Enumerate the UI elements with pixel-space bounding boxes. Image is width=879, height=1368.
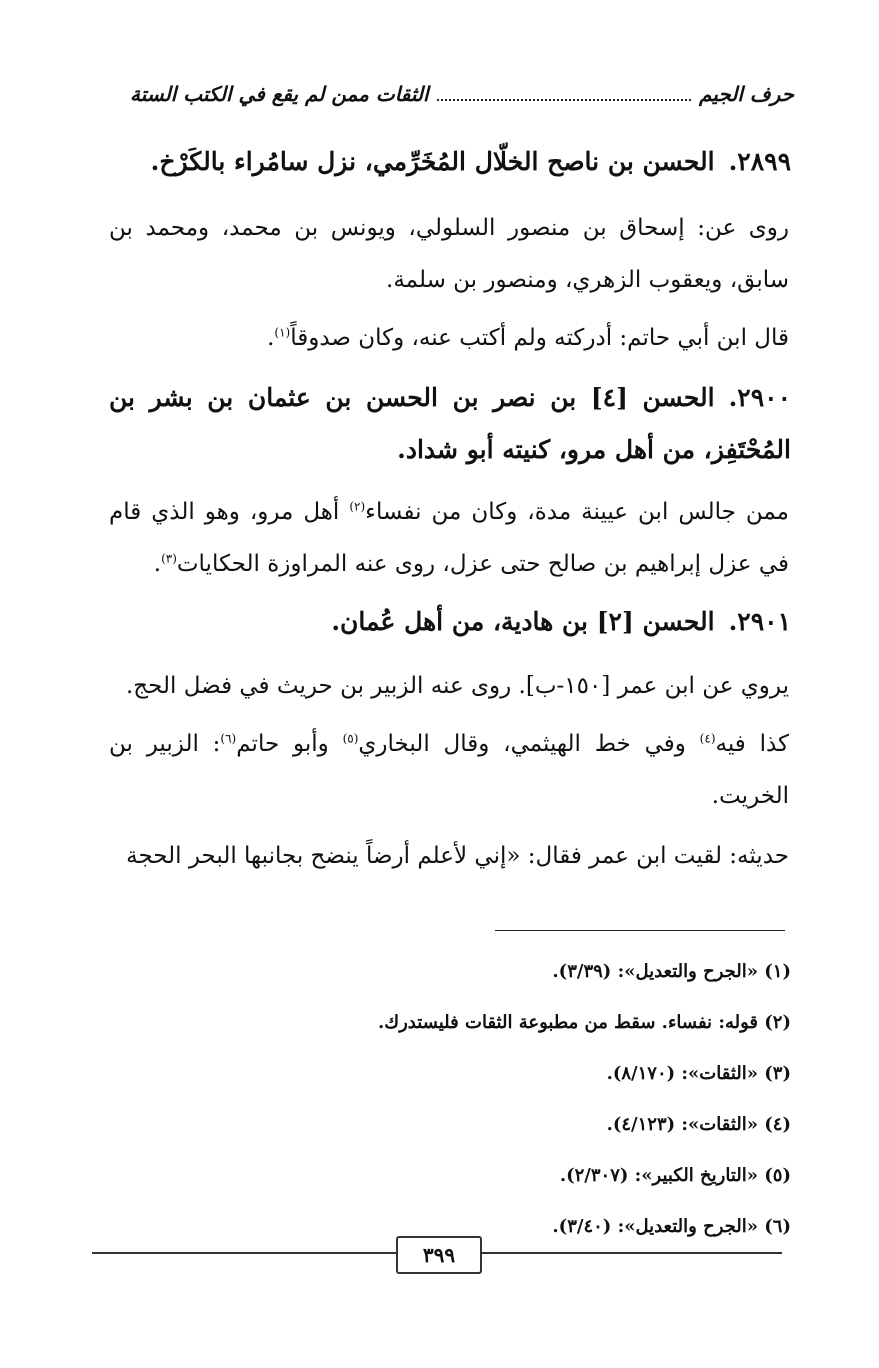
running-header — [130, 82, 794, 106]
entry-heading — [109, 136, 791, 188]
footnote-ref[interactable]: (٣) — [161, 551, 177, 566]
entry-number: ٢٩٠٠. — [728, 383, 792, 412]
footnote: (١) «الجرح والتعديل»: (٣/٣٩). — [552, 961, 791, 982]
paragraph: يروي عن ابن عمر [١٥٠-ب]. روى عنه الزبير بن حريث في فضل الحج. — [126, 673, 789, 699]
paragraph-text: ممن جالس ابن عيينة مدة، وكان من نفساء — [365, 499, 790, 525]
paragraph-text: كذا فيه — [715, 731, 789, 757]
entry-heading — [109, 372, 791, 476]
paragraph — [109, 718, 789, 822]
footnote-separator — [495, 930, 785, 931]
footnote-ref[interactable]: (٢) — [349, 499, 366, 514]
running-header-book: الثقات ممن لم يقع في الكتب الستة — [130, 82, 429, 106]
entry-heading — [109, 596, 791, 648]
entry-number: ٢٨٩٩. — [728, 147, 791, 176]
paragraph-text: : الزبير بن الخريت. — [109, 731, 789, 809]
paragraph: روى عن: إسحاق بن منصور السلولي، ويونس بن محمد، ومحمد بن سابق، ويعقوب الزهري، ومنصور بن سلمة. — [109, 215, 789, 293]
footnote: (٥) «التاريخ الكبير»: (٢/٣٠٧). — [559, 1165, 791, 1186]
footnote: (٤) «الثقات»: (٤/١٢٣). — [606, 1114, 791, 1135]
footnote-ref[interactable]: (٤) — [699, 731, 716, 746]
page-number: ٣٩٩ — [396, 1236, 482, 1274]
footnote-ref[interactable]: (١) — [274, 325, 291, 340]
footnote: (٦) «الجرح والتعديل»: (٣/٤٠). — [552, 1216, 791, 1237]
footnote: (٢) قوله: نفساء. سقط من مطبوعة الثقات فليستدرك. — [378, 1012, 791, 1033]
entry-number: ٢٩٠١. — [728, 607, 791, 636]
footnote: (٣) «الثقات»: (٨/١٧٠). — [606, 1063, 791, 1084]
paragraph-text: أهل مرو، وهو الذي قام في عزل إبراهيم بن صالح حتى عزل، روى عنه المراوزة الحكايات — [109, 499, 789, 577]
entry-title: الحسن [٢] بن هادية، من أهل عُمان. — [331, 607, 715, 636]
footnotes — [101, 946, 791, 1252]
footnote-ref[interactable]: (٦) — [220, 731, 237, 746]
paragraph: قال ابن أبي حاتم: أدركته ولم أكتب عنه، وكان صدوقاً$^{(١)}$. — [267, 325, 789, 351]
paragraph-text: قال ابن أبي حاتم: أدركته ولم أكتب عنه، وكان صدوقاً — [290, 325, 789, 351]
header-leader-dots — [437, 85, 691, 101]
entry-title: الحسن [٤] بن نصر بن الحسن بن عثمان بن بشر بن المُحْتَفِز، من أهل مرو، كنيته أبو شداد. — [109, 383, 791, 464]
entry-title: الحسن بن ناصح الخلّال المُخَرِّمي، نزل سامُراء بالكَرْخ. — [150, 147, 715, 176]
paragraph: ممن جالس ابن عيينة مدة، وكان من نفساء$^{(٢)}$ أهل مرو، وهو الذي قام في عزل إبراهيم بن صالح حتى عزل، روى عنه المراوزة الحكايات$^{(٣)}$. — [109, 499, 790, 577]
paragraph-text: وفي خط الهيثمي، وقال البخاري — [358, 731, 700, 757]
paragraph-text: وأبو حاتم — [236, 731, 343, 757]
paragraph: حديثه: لقيت ابن عمر فقال: «إني لأعلم أرضاً ينضح بجانبها البحر الحجة — [126, 843, 789, 869]
footnote-ref[interactable]: (٥) — [342, 731, 359, 746]
running-header-chapter: حرف الجيم — [699, 82, 794, 106]
